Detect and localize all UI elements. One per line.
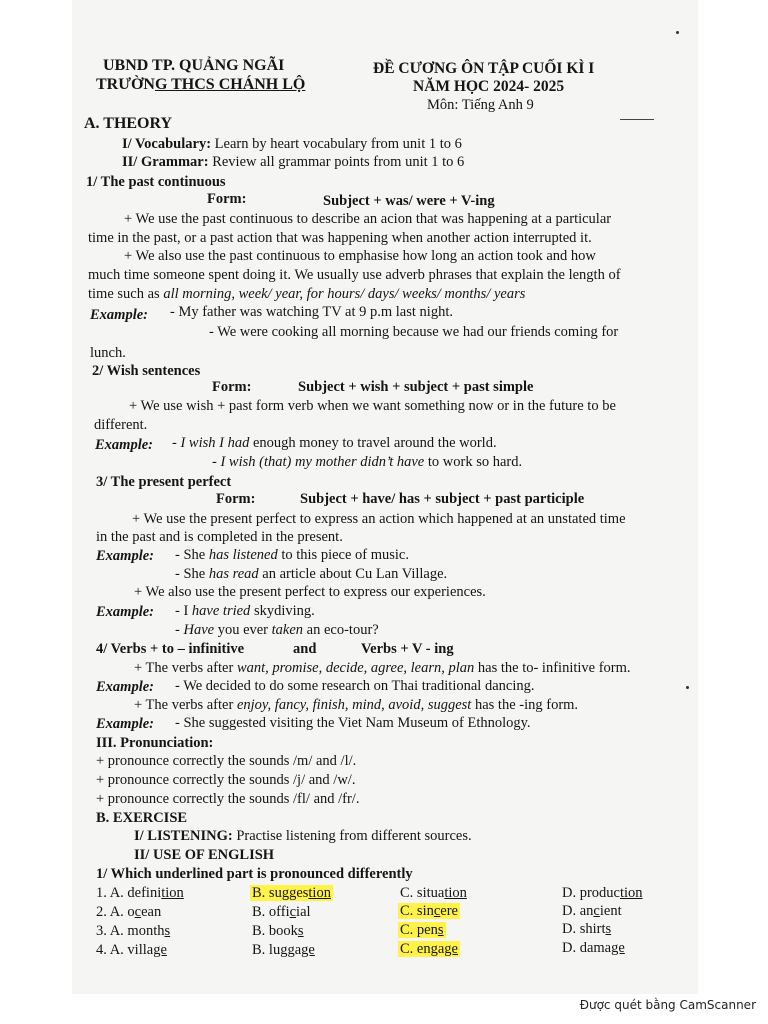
example-label: Example:: [95, 437, 153, 453]
wish-example-2: - I wish (that) my mother didn’t have to work so hard.: [212, 454, 523, 470]
q4-option-c: C. engage: [400, 941, 458, 957]
pp-example-4: - Have you ever taken an eco-tour?: [175, 622, 379, 638]
q4-option-d: D. damage: [562, 940, 625, 956]
pp-line-1: + We use the present perfect to express an action which happened at an unstated time: [132, 511, 626, 527]
verbs-ving-title: Verbs + V - ing: [361, 641, 454, 657]
q4-option-b: B. luggage: [252, 942, 315, 958]
wish-form: Subject + wish + subject + past simple: [298, 379, 534, 395]
q2-option-b: B. official: [252, 904, 311, 920]
pc-example-1: - My father was watching TV at 9 p.m last night.: [170, 304, 453, 320]
pc-line-3: + We also use the past continuous to emphasise how long an action took and how: [124, 248, 596, 264]
q3-option-d: D. shirts: [562, 921, 612, 937]
pc-example-2: - We were cooking all morning because we had our friends coming for: [209, 324, 619, 340]
pronunciation-title: III. Pronunciation:: [96, 735, 214, 751]
q1-option-b: B. suggestion: [252, 885, 331, 901]
pc-line-4: much time someone spent doing it. We usually use adverb phrases that explain the length of: [88, 267, 621, 283]
pp-line-3: + We also use the present perfect to express our experiences.: [134, 584, 486, 600]
verbs-and: and: [293, 641, 317, 657]
verbs-line-1: + The verbs after want, promise, decide, agree, learn, plan has the to- infinitive form.: [134, 660, 631, 676]
verbs-example-2: - She suggested visiting the Viet Nam Museum of Ethnology.: [175, 715, 531, 731]
pp-line-2: in the past and is completed in the present.: [96, 529, 343, 545]
section-b-heading: B. EXERCISE: [96, 810, 188, 826]
verbs-infinitive-title: 4/ Verbs + to – infinitive: [96, 641, 245, 657]
past-continuous-title: 1/ The past continuous: [86, 174, 226, 190]
scan-speck: [686, 686, 689, 689]
pc-line-5: time such as all morning, week/ year, for hours/ days/ weeks/ months/ years: [88, 286, 526, 302]
q3-option-a: 3. A. months: [96, 923, 171, 939]
vocabulary-line: I/ Vocabulary: Learn by heart vocabulary from unit 1 to 6: [122, 136, 462, 152]
example-label: Example:: [96, 679, 154, 695]
header-doc-title: ĐỀ CƯƠNG ÔN TẬP CUỐI KÌ I: [373, 60, 595, 77]
pc-line-1: + We use the past continuous to describe an acion that was happening at a particular: [124, 211, 612, 227]
pp-form-label: Form:: [216, 491, 256, 507]
pc-form: Subject + was/ were + V-ing: [323, 193, 495, 209]
example-label: Example:: [90, 307, 148, 323]
header-dash: [620, 119, 654, 120]
header-school: TRƯỜNG THCS CHÁNH LỘ: [96, 76, 306, 93]
listening-line: I/ LISTENING: Practise listening from different sources.: [134, 828, 472, 844]
pp-example-2: - She has read an article about Cu Lan Village.: [175, 566, 448, 582]
section-a-heading: A. THEORY: [84, 115, 173, 132]
wish-line-2: different.: [94, 417, 148, 433]
example-label: Example:: [96, 548, 154, 564]
header-district: UBND TP. QUẢNG NGÃI: [103, 57, 285, 74]
q2-option-d: D. ancient: [562, 903, 622, 919]
q2-option-c: C. sincere: [400, 903, 458, 919]
pc-example-3: lunch.: [90, 345, 126, 361]
present-perfect-title: 3/ The present perfect: [96, 474, 232, 490]
pp-example-3: - I have tried skydiving.: [175, 603, 315, 619]
pp-example-1: - She has listened to this piece of music.: [175, 547, 409, 563]
q1-option-d: D. production: [562, 885, 643, 901]
wish-line-1: + We use wish + past form verb when we want something now or in the future to be: [129, 398, 616, 414]
q3-option-c: C. pens: [400, 922, 444, 938]
q4-option-a: 4. A. village: [96, 942, 167, 958]
pronunciation-3: + pronounce correctly the sounds /fl/ and /fr/.: [96, 791, 360, 807]
pc-line-2: time in the past, or a past action that was happening when another action interrupted it.: [88, 230, 592, 246]
wish-example-1: - I wish I had enough money to travel around the world.: [172, 435, 497, 451]
camscanner-watermark: Được quét bằng CamScanner: [579, 998, 756, 1012]
q3-option-b: B. books: [252, 923, 304, 939]
header-year: NĂM HỌC 2024- 2025: [413, 78, 565, 95]
pronunciation-2: + pronounce correctly the sounds /j/ and /w/.: [96, 772, 356, 788]
grammar-line: II/ Grammar: Review all grammar points from unit 1 to 6: [122, 154, 465, 170]
verbs-example-1: - We decided to do some research on Thai traditional dancing.: [175, 678, 535, 694]
question-1-title: 1/ Which underlined part is pronounced differently: [96, 866, 413, 882]
wish-form-label: Form:: [212, 379, 252, 395]
wish-title: 2/ Wish sentences: [92, 363, 201, 379]
use-of-english-title: II/ USE OF ENGLISH: [134, 847, 275, 863]
pp-form: Subject + have/ has + subject + past participle: [300, 491, 585, 507]
pc-form-label: Form:: [207, 191, 247, 207]
pronunciation-1: + pronounce correctly the sounds /m/ and /l/.: [96, 753, 357, 769]
q1-option-c: C. situation: [400, 885, 467, 901]
example-label: Example:: [96, 604, 154, 620]
q2-option-a: 2. A. ocean: [96, 904, 162, 920]
header-subject: Môn: Tiếng Anh 9: [427, 97, 534, 113]
example-label: Example:: [96, 716, 154, 732]
scan-speck: [676, 31, 679, 34]
verbs-line-2: + The verbs after enjoy, fancy, finish, mind, avoid, suggest has the -ing form.: [134, 697, 579, 713]
q1-option-a: 1. A. definition: [96, 885, 184, 901]
